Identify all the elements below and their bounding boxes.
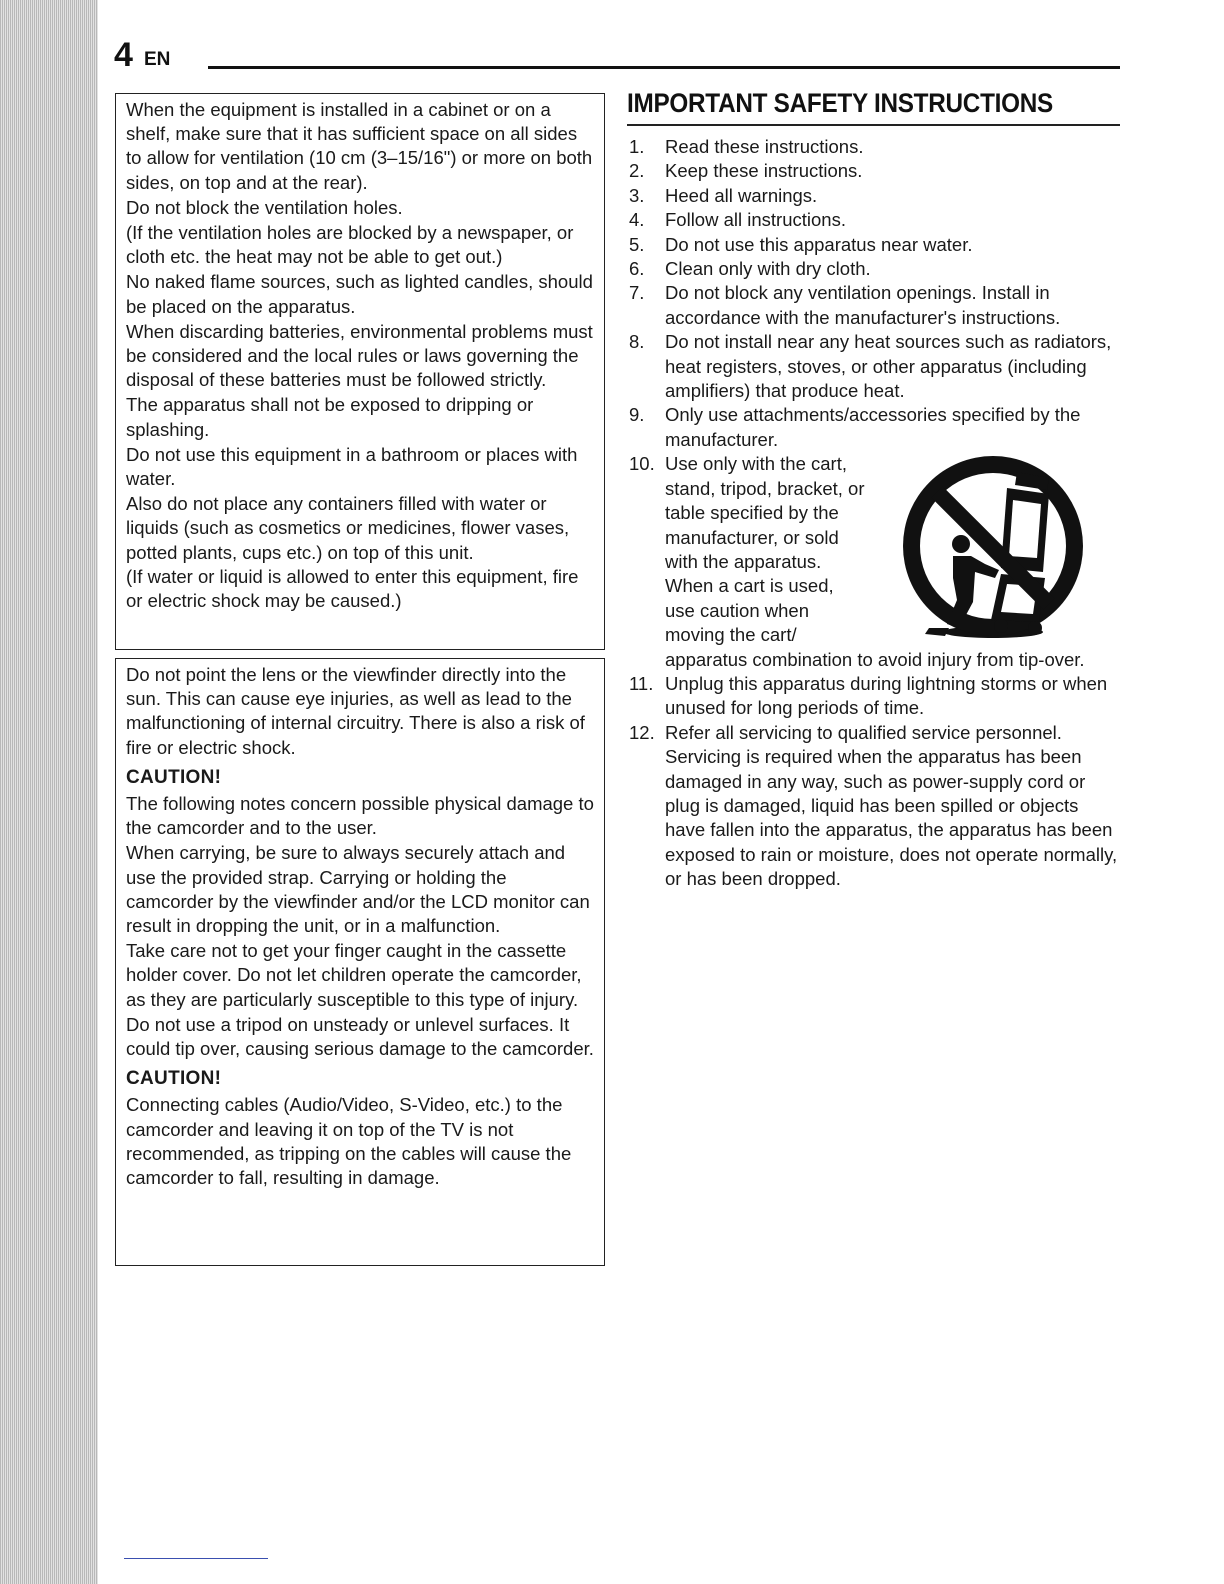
item-number: 5.: [629, 233, 645, 255]
list-item: [627, 257, 1120, 281]
page-header: [112, 36, 1120, 76]
notice-paragraph: Do not block the ventilation holes.: [126, 196, 403, 218]
item-text: Only use attachments/accessories specified by the manufacturer.: [665, 404, 1081, 450]
item-text: Unplug this apparatus during lightning storms or when unused for long periods of time.: [665, 672, 1108, 719]
caution-paragraph: Take care not to get your finger caught in the cassette holder cover. Do not let children operate the camcorder, as they are particularly susceptible to this type of injury.: [126, 940, 582, 1010]
ventilation-notice-box: [115, 93, 605, 650]
caution-notice-box: [115, 658, 605, 1266]
item-text: Refer all servicing to qualified service personnel. Servicing is required when the apparatus has been damaged in any way, such as power-supply cord or plug is damaged, liquid has been spilled or objects have fallen into the apparatus, the apparatus has been exposed to rain or moisture, does not operate normally, or has been dropped.: [665, 721, 1118, 890]
footer-rule: [124, 1558, 268, 1559]
caution-heading: CAUTION!: [126, 766, 222, 788]
item-text: Heed all warnings.: [665, 184, 818, 206]
item-number: 4.: [629, 209, 645, 231]
notice-paragraph: When discarding batteries, environmental problems must be considered and the local rules or laws governing the disposal of these batteries must be followed strictly.: [126, 320, 593, 391]
sun-warning: Do not point the lens or the viewfinder directly into the sun. This can cause eye injuries, as well as lead to the malfunctioning of internal circuitry. There is also a risk of fire or electric shock.: [126, 664, 585, 758]
item-text: Keep these instructions.: [665, 160, 863, 182]
item-text: Do not block any ventilation openings. Install in accordance with the manufacturer's instructions.: [665, 282, 1061, 328]
list-item: [627, 330, 1120, 403]
left-column: [115, 93, 605, 1266]
list-item: [627, 233, 1120, 257]
item-number: 12.: [629, 721, 655, 743]
notice-paragraph: (If the ventilation holes are blocked by a newspaper, or cloth etc. the heat may not be able to get out.): [126, 222, 574, 268]
item-number: 6.: [629, 258, 645, 280]
item-number: 3.: [629, 184, 645, 206]
list-item: [627, 184, 1120, 208]
list-item: [627, 672, 1120, 721]
list-item: [627, 208, 1120, 232]
caution-paragraph: When carrying, be sure to always securely attach and use the provided strap. Carrying or holding the camcorder by the viewfinder and/or the LCD monitor can result in dropping the unit, or in a malfunction.: [126, 842, 590, 937]
item-text: Read these instructions.: [665, 136, 864, 157]
item-text: Use only with the cart, stand, tripod, bracket, or table specified by the manufacturer, or sold with the apparatus. When a cart is used, use caution when moving the cart/: [665, 453, 865, 646]
right-column: [627, 86, 1120, 892]
item-number: 2.: [629, 160, 645, 182]
scan-edge-strip: [0, 0, 98, 1584]
item-text: Do not use this apparatus near water.: [665, 233, 973, 255]
section-title: IMPORTANT SAFETY INSTRUCTIONS: [627, 88, 1053, 118]
item-number: 7.: [629, 282, 645, 304]
list-item: [627, 159, 1120, 183]
caution-paragraph: Do not use a tripod on unsteady or unlevel surfaces. It could tip over, causing serious damage to the camcorder.: [126, 1013, 594, 1060]
list-item-cart-warning: [627, 452, 1120, 672]
safety-instructions-list: [627, 135, 1120, 892]
item-text: Do not install near any heat sources such as radiators, heat registers, stoves, or other apparatus (including amplifiers) that produce heat.: [665, 331, 1112, 402]
no-cart-tipping-icon: [889, 452, 1097, 644]
item-number: 1.: [629, 136, 645, 157]
item-text: Clean only with dry cloth.: [665, 258, 871, 280]
caution-heading: CAUTION!: [126, 1068, 222, 1090]
caution-paragraph: Connecting cables (Audio/Video, S-Video, etc.) to the camcorder and leaving it on top of the TV is not recommended, as tripping on the cables will cause the camcorder to fall, resulting in damage.: [126, 1094, 572, 1189]
item-text: Follow all instructions.: [665, 209, 846, 231]
list-item: [627, 135, 1120, 159]
list-item: [627, 403, 1120, 452]
header-rule: [208, 66, 1120, 69]
page-language: EN: [144, 49, 171, 70]
notice-paragraph: The apparatus shall not be exposed to dripping or splashing.: [126, 394, 534, 440]
notice-paragraph: Also do not place any containers filled with water or liquids (such as cosmetics or medicines, flower vases, potted plants, cups etc.) on top of this unit.: [126, 493, 570, 563]
notice-paragraph: Do not use this equipment in a bathroom or places with water.: [126, 443, 578, 490]
item-number: 9.: [629, 404, 645, 426]
page-number: 4: [114, 36, 133, 74]
list-item: [627, 281, 1120, 330]
item-number: 8.: [629, 331, 645, 353]
title-rule: [627, 124, 1120, 126]
item-number: 11.: [629, 672, 654, 694]
list-item: [627, 721, 1120, 892]
item-text-continued: apparatus combination to avoid injury from tip-over.: [665, 648, 1085, 670]
item-number: 10.: [629, 453, 655, 475]
notice-paragraph: No naked flame sources, such as lighted candles, should be placed on the apparatus.: [126, 271, 593, 317]
caution-paragraph: The following notes concern possible physical damage to the camcorder and to the user.: [126, 793, 594, 839]
notice-paragraph: When the equipment is installed in a cabinet or on a shelf, make sure that it has sufficient space on all sides to allow for ventilation (10 cm (3–15/16") or more on both sides, on top and at the rear).: [126, 99, 593, 193]
notice-paragraph: (If water or liquid is allowed to enter this equipment, fire or electric shock may be caused.): [126, 565, 579, 612]
